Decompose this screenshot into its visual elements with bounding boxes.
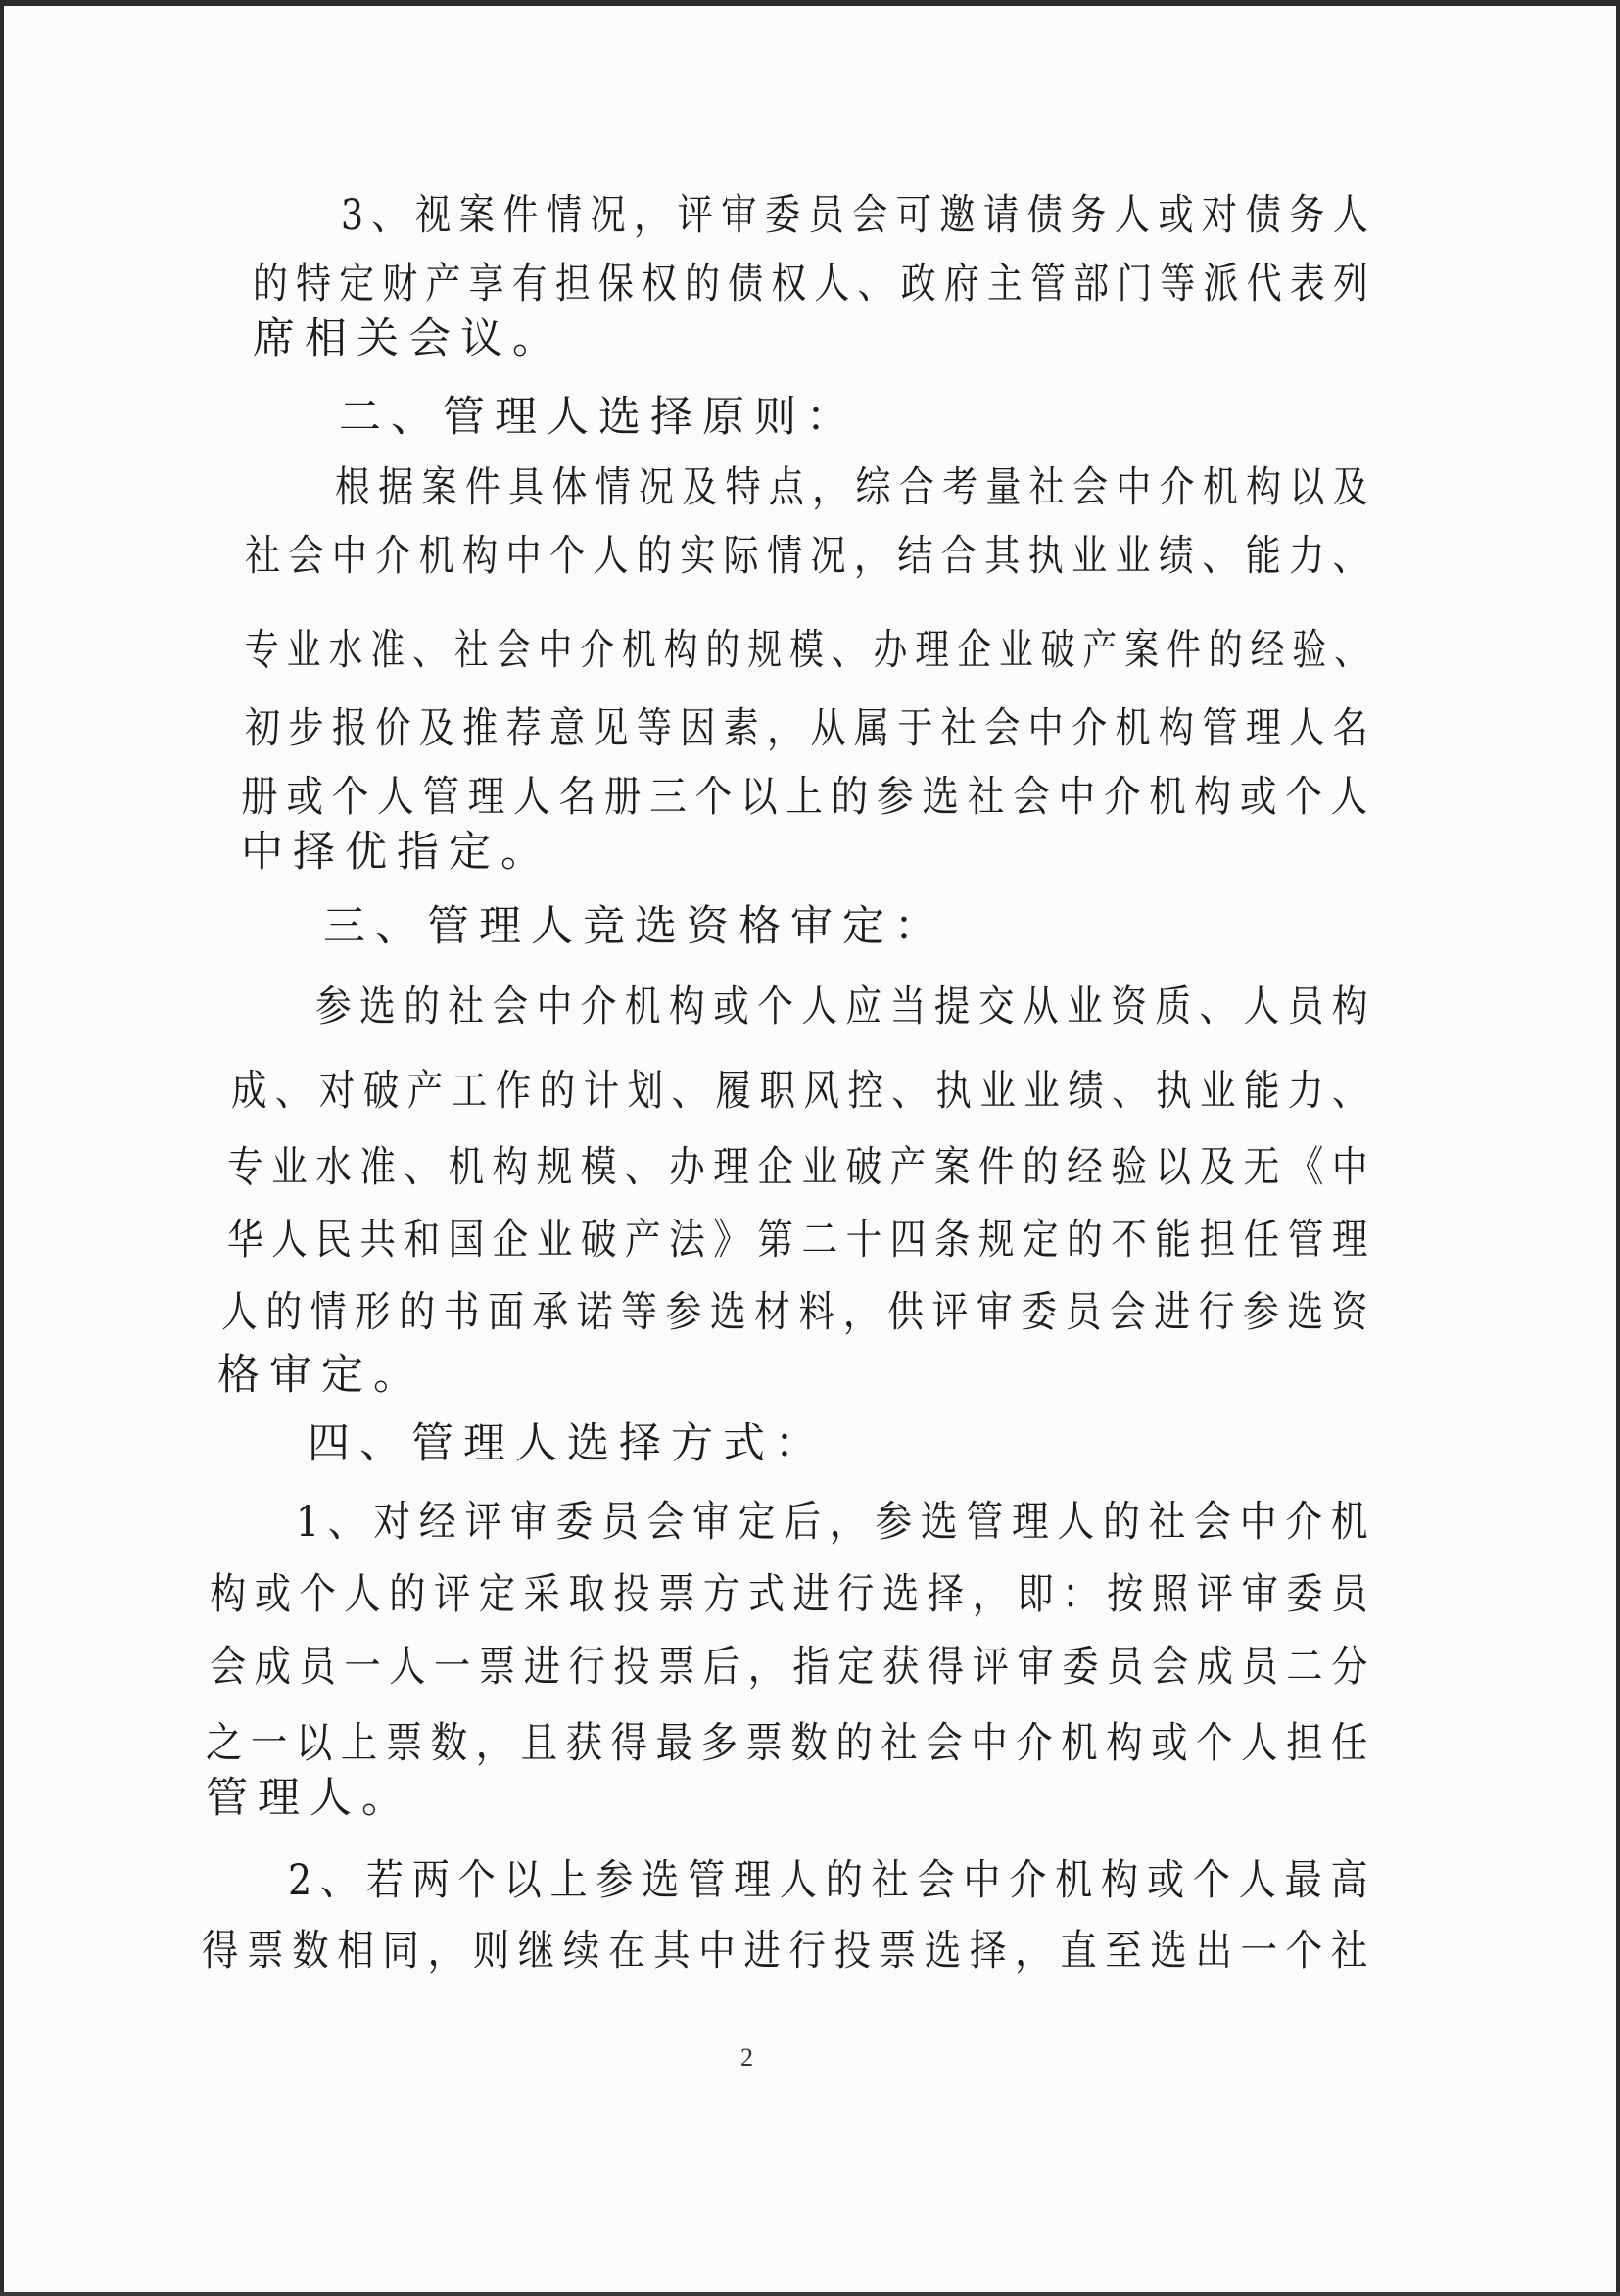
- scan-border-top: [0, 0, 1620, 6]
- text-line: 根据案件具体情况及特点，综合考量社会中介机构以及: [335, 463, 1377, 512]
- text-line: 3、视案件情况，评审委员会可邀请债务人或对债务人: [341, 191, 1377, 240]
- section-heading: 四、管理人选择方式：: [308, 1419, 827, 1468]
- page-number: 2: [740, 2043, 753, 2072]
- text-line: 的特定财产享有担保权的债权人、政府主管部门等派代表列: [253, 260, 1377, 309]
- scan-border-right: [1616, 0, 1620, 2296]
- text-line: 初步报价及推荐意见等因素，从属于社会中介机构管理人名: [245, 704, 1377, 753]
- text-line: 1、对经评审委员会审定后，参选管理人的社会中介机: [296, 1498, 1377, 1547]
- text-line: 席相关会议。: [253, 314, 564, 363]
- scan-border-left: [0, 0, 4, 2296]
- text-line: 得票数相同，则继续在其中进行投票选择，直至选出一个社: [202, 1927, 1376, 1976]
- text-line: 人的情形的书面承诺等参选材料，供评审委员会进行参选资: [221, 1288, 1377, 1337]
- text-line: 之一以上票数，且获得最多票数的社会中介机构或个人担任: [206, 1719, 1377, 1768]
- text-line: 管理人。: [206, 1774, 413, 1823]
- text-line: 册或个人管理人名册三个以上的参选社会中介机构或个人: [241, 773, 1376, 822]
- text-line: 2、若两个以上参选管理人的社会中介机构或个人最高: [288, 1856, 1377, 1905]
- text-line: 参选的社会中介机构或个人应当提交从业资质、人员构: [315, 982, 1376, 1031]
- text-line: 构或个人的评定采取投票方式进行选择，即：按照评审委员: [210, 1570, 1377, 1619]
- text-line: 成、对破产工作的计划、履职风控、执业业绩、执业能力、: [231, 1067, 1376, 1116]
- text-line: 格审定。: [217, 1351, 425, 1400]
- text-line: 专业水准、社会中介机构的规模、办理企业破产案件的经验、: [245, 626, 1376, 675]
- text-line: 专业水准、机构规模、办理企业破产案件的经验以及无《中: [227, 1143, 1376, 1192]
- text-line: 中择优指定。: [241, 828, 552, 877]
- text-line: 华人民共和国企业破产法》第二十四条规定的不能担任管理: [227, 1216, 1376, 1265]
- text-line: 社会中介机构中个人的实际情况，结合其执业业绩、能力、: [245, 532, 1377, 581]
- section-heading: 二、管理人选择原则：: [339, 393, 858, 442]
- section-heading: 三、管理人竞选资格审定：: [323, 902, 946, 951]
- text-line: 会成员一人一票进行投票后，指定获得评审委员会成员二分: [210, 1643, 1377, 1692]
- scan-border-bottom: [0, 2292, 1620, 2296]
